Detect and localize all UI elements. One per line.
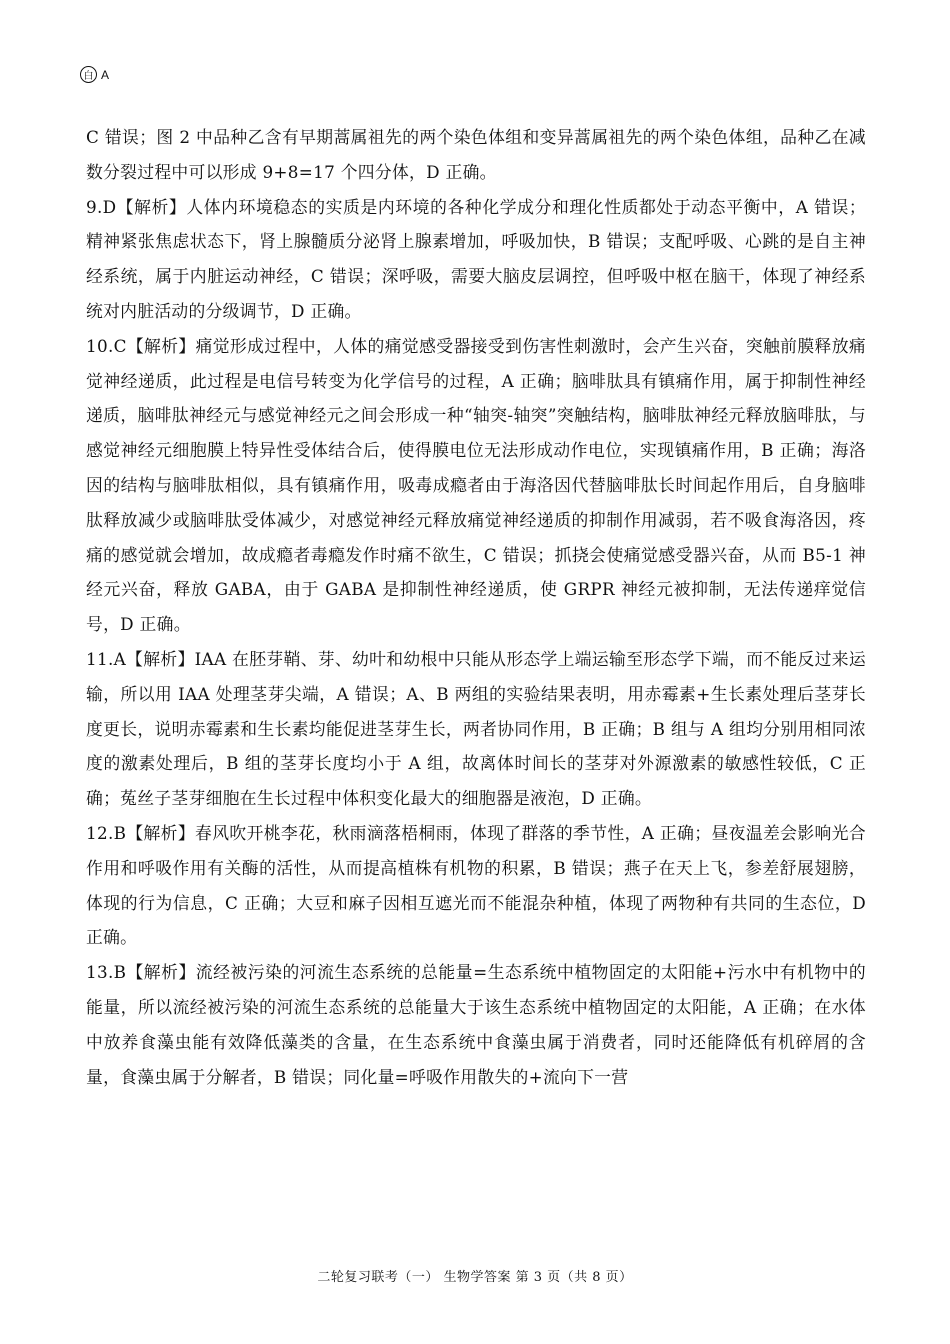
answer-paragraph-11: 11.A【解析】IAA 在胚芽鞘、芽、幼叶和幼根中只能从形态学上端运输至形态学下端，而不能反过来运输，所以用 IAA 处理茎芽尖端，A 错误；A、B 两组的实验结果表明，用赤霉素+生长素处理后茎芽长度更长，说明赤霉素和生长素均能促进茎芽生长，两者协同作用，B 正确；B 组与 A 组均分别用相同浓度的激素处理后，B 组的茎芽长度均小于 A 组，故离体时间长的茎芽对外源激素的敏感性较低，C 正确；菟丝子茎芽细胞在生长过程中体积变化最大的细胞器是液泡，D 正确。 (86, 648, 866, 809)
answer-text-body (86, 120, 866, 1094)
page-corner-mark (80, 66, 109, 83)
circled-char-icon: 白 (80, 66, 97, 83)
answer-paragraph-8-continued: C 错误；图 2 中品种乙含有早期蒿属祖先的两个染色体组和变异蒿属祖先的两个染色体组，品种乙在减数分裂过程中可以形成 9+8=17 个四分体，D 正确。 (86, 127, 866, 182)
answer-paragraph-9: 9.D【解析】人体内环境稳态的实质是内环境的各种化学成分和理化性质都处于动态平衡中，A 错误；精神紧张焦虑状态下，肾上腺髓质分泌肾上腺素增加，呼吸加快，B 错误；支配呼吸、心跳的是自主神经系统，属于内脏运动神经，C 错误；深呼吸，需要大脑皮层调控，但呼吸中枢在脑干，体现了神经系统对内脏活动的分级调节，D 正确。 (86, 196, 866, 321)
answer-paragraph-10: 10.C【解析】痛觉形成过程中，人体的痛觉感受器接受到伤害性刺激时，会产生兴奋，突触前膜释放痛觉神经递质，此过程是电信号转变为化学信号的过程，A 正确；脑啡肽具有镇痛作用，属于抑制性神经递质，脑啡肽神经元与感觉神经元之间会形成一种“轴突-轴突”突触结构，脑啡肽神经元释放脑啡肽，与感觉神经元细胞膜上特异性受体结合后，使得膜电位无法形成动作电位，实现镇痛作用，B 正确；海洛因的结构与脑啡肽相似，具有镇痛作用，吸毒成瘾者由于海洛因代替脑啡肽长时间起作用后，自身脑啡肽释放减少或脑啡肽受体减少，对感觉神经元释放痛觉神经递质的抑制作用减弱，若不吸食海洛因，疼痛的感觉就会增加，故成瘾者毒瘾发作时痛不欲生，C 错误；抓挠会使痛觉感受器兴奋，从而 B5-1 神经元兴奋，释放 GABA，由于 GABA 是抑制性神经递质，使 GRPR 神经元被抑制，无法传递痒觉信号，D 正确。 (86, 335, 866, 635)
answer-paragraph-12: 12.B【解析】春风吹开桃李花，秋雨滴落梧桐雨，体现了群落的季节性，A 正确；昼夜温差会影响光合作用和呼吸作用有关酶的活性，从而提高植株有机物的积累，B 错误；燕子在天上飞，参差舒展翅膀，体现的行为信息，C 正确；大豆和麻子因相互遮光而不能混杂种植，体现了两物种有共同的生态位，D 正确。 (86, 822, 866, 948)
answer-paragraph-13: 13.B【解析】流经被污染的河流生态系统的总能量=生态系统中植物固定的太阳能+污水中有机物中的能量，所以流经被污染的河流生态系统的总能量大于该生态系统中植物固定的太阳能，A 正确；在水体中放养食藻虫能有效降低藻类的含量，在生态系统中食藻虫属于消费者，同时还能降低有机碎屑的含量，食藻虫属于分解者，B 错误；同化量=呼吸作用散失的+流向下一营 (86, 962, 866, 1087)
corner-letter: A (101, 67, 110, 82)
page-footer: 二轮复习联考（一） 生物学答案 第 3 页（共 8 页） (317, 1270, 633, 1285)
